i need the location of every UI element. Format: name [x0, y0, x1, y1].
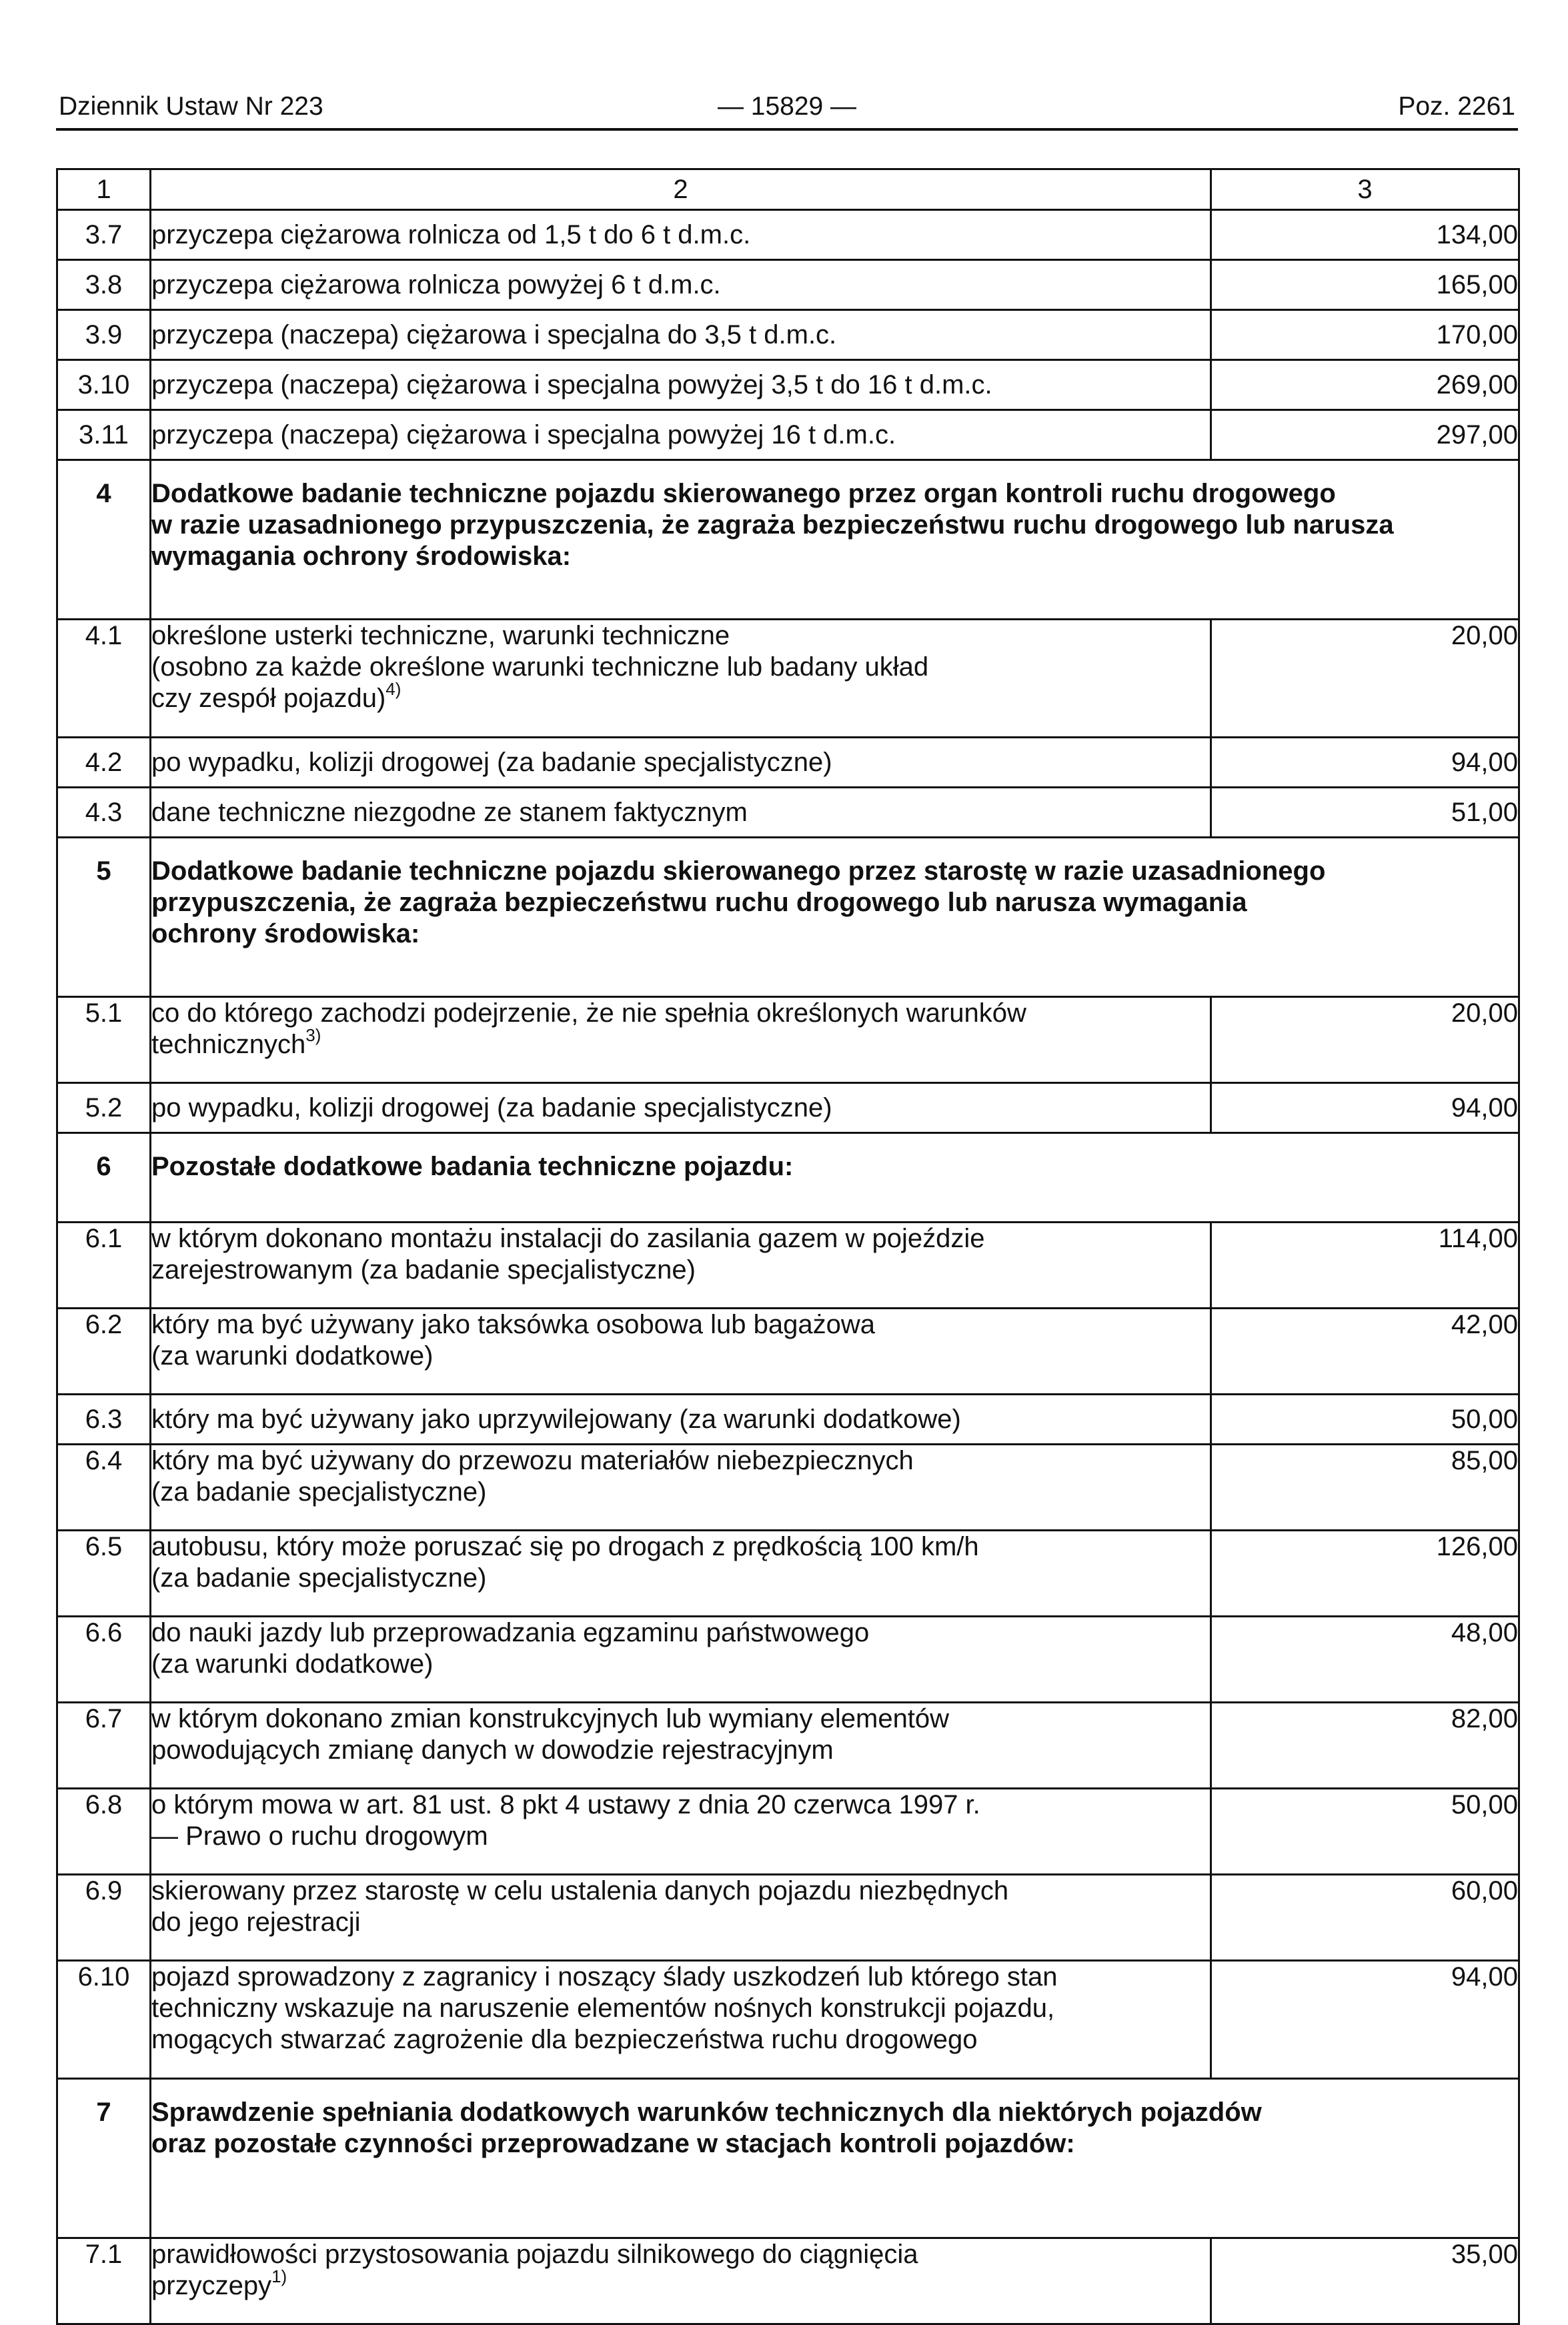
item-description-text: mogących stwarzać zagrożenie dla bezpieczeństwa ruchu drogowego: [151, 2025, 978, 2054]
item-number: 6.9: [57, 1875, 151, 1961]
item-number: 5.2: [57, 1083, 151, 1133]
footnote-marker: 3): [305, 1024, 321, 1045]
item-number: 7.1: [57, 2238, 151, 2324]
fee-amount: 42,00: [1211, 1309, 1519, 1395]
item-description-line: [151, 219, 1210, 251]
item-description-line: [151, 1703, 1210, 1735]
item-number: 3.8: [57, 260, 151, 310]
section-number: 6: [57, 1133, 151, 1223]
table-row: [57, 738, 1519, 788]
item-description-text: (za badanie specjalistyczne): [151, 1477, 487, 1507]
item-description-text: przyczepa ciężarowa rolnicza powyżej 6 t d.m.c.: [151, 269, 721, 299]
item-description-line: [151, 1255, 1210, 1286]
item-description-text: określone usterki techniczne, warunki techniczne: [151, 621, 730, 650]
item-description: [151, 1395, 1211, 1445]
item-description-line: [151, 269, 1210, 301]
fee-amount: 85,00: [1211, 1445, 1519, 1531]
table-row: [57, 210, 1519, 260]
column-header: 1: [57, 169, 151, 210]
item-description: [151, 1083, 1211, 1133]
section-title-line: wymagania ochrony środowiska:: [151, 542, 572, 571]
item-description-line: [151, 1531, 1210, 1563]
table-row: [57, 788, 1519, 838]
item-description: [151, 1531, 1211, 1617]
item-description: [151, 1961, 1211, 2079]
section-title: [151, 2079, 1519, 2238]
fee-amount: 94,00: [1211, 1083, 1519, 1133]
table-row: [57, 620, 1519, 738]
fee-amount: 20,00: [1211, 620, 1519, 738]
item-description-text: — Prawo o ruchu drogowym: [151, 1821, 488, 1851]
table-row: [57, 1083, 1519, 1133]
table-row: [57, 1445, 1519, 1531]
item-number: 5.1: [57, 997, 151, 1083]
section-row: [57, 2079, 1519, 2238]
item-description-line: [151, 1563, 1210, 1594]
item-description-line: [151, 369, 1210, 401]
fee-amount: 82,00: [1211, 1703, 1519, 1789]
item-description: [151, 1223, 1211, 1309]
fee-amount: 94,00: [1211, 1961, 1519, 2079]
table-row: [57, 997, 1519, 1083]
item-description: [151, 788, 1211, 838]
item-description-text: technicznych: [151, 1030, 306, 1059]
table-header-row: [57, 169, 1519, 210]
item-description-text: pojazd sprowadzony z zagranicy i noszący ślady uszkodzeń lub którego stan: [151, 1962, 1058, 1992]
item-description: [151, 410, 1211, 460]
item-description-line: [151, 998, 1210, 1029]
item-description-line: [151, 1821, 1210, 1852]
item-description-text: po wypadku, kolizji drogowej (za badanie specjalistyczne): [151, 1092, 832, 1122]
item-description-text: przyczepy: [151, 2271, 272, 2300]
section-number: 7: [57, 2079, 151, 2238]
section-number: 5: [57, 838, 151, 997]
item-description-line: [151, 1617, 1210, 1649]
item-description-line: [151, 1223, 1210, 1255]
fee-amount: 50,00: [1211, 1395, 1519, 1445]
item-number: 3.10: [57, 360, 151, 410]
item-description-text: do nauki jazdy lub przeprowadzania egzaminu państwowego: [151, 1618, 870, 1647]
item-description: [151, 360, 1211, 410]
item-description-text: powodujących zmianę danych w dowodzie rejestracyjnym: [151, 1735, 834, 1765]
table-row: [57, 2238, 1519, 2324]
item-number: 3.7: [57, 210, 151, 260]
section-row: [57, 838, 1519, 997]
fee-amount: 60,00: [1211, 1875, 1519, 1961]
table-row: [57, 1395, 1519, 1445]
fee-amount: 297,00: [1211, 410, 1519, 460]
item-number: 6.5: [57, 1531, 151, 1617]
item-description-text: który ma być używany jako taksówka osobowa lub bagażowa: [151, 1310, 875, 1339]
item-description: [151, 1617, 1211, 1703]
item-description-text: czy zespół pojazdu): [151, 684, 386, 713]
section-title: [151, 460, 1519, 620]
fee-table: [56, 168, 1520, 2325]
fee-amount: 51,00: [1211, 788, 1519, 838]
item-description-line: [151, 1341, 1210, 1372]
fee-amount: 126,00: [1211, 1531, 1519, 1617]
item-description-line: [151, 1024, 1210, 1060]
item-description: [151, 1789, 1211, 1875]
item-description-line: [151, 319, 1210, 351]
fee-amount: 269,00: [1211, 360, 1519, 410]
section-title-line: Dodatkowe badanie techniczne pojazdu skierowanego przez organ kontroli ruchu drogowego: [151, 479, 1336, 508]
item-description-line: [151, 1445, 1210, 1477]
table-row: [57, 1309, 1519, 1395]
table-row: [57, 1789, 1519, 1875]
section-title: [151, 838, 1519, 997]
fee-amount: 50,00: [1211, 1789, 1519, 1875]
item-description-text: skierowany przez starostę w celu ustalenia danych pojazdu niezbędnych: [151, 1876, 1009, 1905]
item-description-text: który ma być używany do przewozu materiałów niebezpiecznych: [151, 1446, 914, 1475]
item-description: [151, 620, 1211, 738]
fee-amount: 134,00: [1211, 210, 1519, 260]
position-number: Poz. 2261: [1398, 92, 1515, 121]
section-row: [57, 460, 1519, 620]
column-header: 3: [1211, 169, 1519, 210]
item-description: [151, 260, 1211, 310]
item-description-text: po wypadku, kolizji drogowej (za badanie specjalistyczne): [151, 747, 832, 777]
item-description-text: (za badanie specjalistyczne): [151, 1563, 487, 1593]
item-description-line: [151, 1477, 1210, 1508]
item-number: 6.4: [57, 1445, 151, 1531]
item-description-line: [151, 2024, 1210, 2056]
item-description: [151, 1875, 1211, 1961]
item-description-line: [151, 678, 1210, 714]
item-description-line: [151, 1993, 1210, 2024]
item-description-line: [151, 1735, 1210, 1766]
fee-table-body: [57, 169, 1519, 2324]
table-row: [57, 1531, 1519, 1617]
item-description-text: przyczepa (naczepa) ciężarowa i specjalna powyżej 16 t d.m.c.: [151, 420, 896, 450]
item-description-line: [151, 1962, 1210, 1993]
footnote-marker: 1): [271, 2266, 287, 2286]
item-description-line: [151, 1309, 1210, 1341]
item-description: [151, 1309, 1211, 1395]
item-number: 4.2: [57, 738, 151, 788]
item-description-line: [151, 747, 1210, 778]
section-row: [57, 1133, 1519, 1223]
fee-amount: 35,00: [1211, 2238, 1519, 2324]
item-number: 6.2: [57, 1309, 151, 1395]
item-description-text: o którym mowa w art. 81 ust. 8 pkt 4 ustawy z dnia 20 czerwca 1997 r.: [151, 1790, 980, 1819]
item-description-text: przyczepa ciężarowa rolnicza od 1,5 t do 6 t d.m.c.: [151, 219, 751, 249]
item-number: 6.3: [57, 1395, 151, 1445]
item-description-text: prawidłowości przystosowania pojazdu silnikowego do ciągnięcia: [151, 2240, 918, 2269]
section-title-line: oraz pozostałe czynności przeprowadzane w stacjach kontroli pojazdów:: [151, 2129, 1075, 2158]
item-description-line: [151, 652, 1210, 683]
footnote-marker: 4): [385, 678, 402, 699]
item-description-text: co do którego zachodzi podejrzenie, że nie spełnia określonych warunków: [151, 998, 1026, 1028]
table-row: [57, 410, 1519, 460]
item-description-text: dane techniczne niezgodne ze stanem faktycznym: [151, 797, 748, 827]
item-description-text: w którym dokonano montażu instalacji do zasilania gazem w pojeździe: [151, 1224, 985, 1253]
item-number: 6.8: [57, 1789, 151, 1875]
table-row: [57, 1875, 1519, 1961]
fee-amount: 20,00: [1211, 997, 1519, 1083]
column-header: 2: [151, 169, 1211, 210]
item-number: 4.3: [57, 788, 151, 838]
item-description-text: w którym dokonano zmian konstrukcyjnych lub wymiany elementów: [151, 1704, 950, 1733]
item-description-text: (za warunki dodatkowe): [151, 1341, 434, 1371]
item-description-line: [151, 1789, 1210, 1821]
table-row: [57, 1703, 1519, 1789]
item-number: 3.9: [57, 310, 151, 360]
item-description-line: [151, 1404, 1210, 1435]
page-number: — 15829 —: [717, 92, 857, 121]
fee-amount: 165,00: [1211, 260, 1519, 310]
journal-title: Dziennik Ustaw Nr 223: [59, 92, 323, 121]
table-row: [57, 1223, 1519, 1309]
item-number: 6.1: [57, 1223, 151, 1309]
item-description-text: zarejestrowanym (za badanie specjalistyczne): [151, 1255, 696, 1285]
item-description-text: techniczny wskazuje na naruszenie elementów nośnych konstrukcji pojazdu,: [151, 1994, 1055, 2023]
section-title: [151, 1133, 1519, 1223]
item-description-line: [151, 2266, 1210, 2302]
item-description: [151, 2238, 1211, 2324]
item-description-line: [151, 1092, 1210, 1124]
item-description-line: [151, 1875, 1210, 1907]
item-description-line: [151, 420, 1210, 451]
item-description-text: który ma być używany jako uprzywilejowany (za warunki dodatkowe): [151, 1404, 961, 1434]
item-number: 6.6: [57, 1617, 151, 1703]
table-row: [57, 310, 1519, 360]
item-description-text: (osobno za każde określone warunki techniczne lub badany układ: [151, 652, 929, 682]
item-number: 6.10: [57, 1961, 151, 2079]
item-description-line: [151, 1907, 1210, 1938]
item-number: 3.11: [57, 410, 151, 460]
fee-amount: 170,00: [1211, 310, 1519, 360]
item-description: [151, 997, 1211, 1083]
section-title-line: ochrony środowiska:: [151, 919, 420, 948]
item-description-line: [151, 2239, 1210, 2270]
item-description: [151, 1445, 1211, 1531]
item-description-text: przyczepa (naczepa) ciężarowa i specjalna powyżej 3,5 t do 16 t d.m.c.: [151, 369, 992, 400]
item-description-line: [151, 1649, 1210, 1680]
item-number: 4.1: [57, 620, 151, 738]
item-description: [151, 210, 1211, 260]
section-title-line: Sprawdzenie spełniania dodatkowych warunków technicznych dla niektórych pojazdów: [151, 2098, 1262, 2127]
item-number: 6.7: [57, 1703, 151, 1789]
item-description: [151, 738, 1211, 788]
item-description-text: do jego rejestracji: [151, 1907, 361, 1937]
item-description: [151, 1703, 1211, 1789]
section-title-line: w razie uzasadnionego przypuszczenia, że zagraża bezpieczeństwu ruchu drogowego lub narusza: [151, 510, 1394, 540]
section-title-line: Dodatkowe badanie techniczne pojazdu skierowanego przez starostę w razie uzasadnionego: [151, 856, 1326, 886]
table-row: [57, 1617, 1519, 1703]
section-title-line: Pozostałe dodatkowe badania techniczne pojazdu:: [151, 1152, 794, 1181]
item-description-line: [151, 620, 1210, 652]
table-row: [57, 1961, 1519, 2079]
fee-amount: 114,00: [1211, 1223, 1519, 1309]
section-title-line: przypuszczenia, że zagraża bezpieczeństwu ruchu drogowego lub narusza wymagania: [151, 888, 1247, 917]
section-number: 4: [57, 460, 151, 620]
fee-amount: 48,00: [1211, 1617, 1519, 1703]
table-row: [57, 260, 1519, 310]
fee-amount: 94,00: [1211, 738, 1519, 788]
item-description: [151, 310, 1211, 360]
item-description-text: autobusu, który może poruszać się po drogach z prędkością 100 km/h: [151, 1532, 979, 1561]
item-description-text: (za warunki dodatkowe): [151, 1649, 434, 1679]
page-header: [56, 85, 1518, 131]
table-row: [57, 360, 1519, 410]
item-description-line: [151, 797, 1210, 828]
item-description-text: przyczepa (naczepa) ciężarowa i specjalna do 3,5 t d.m.c.: [151, 319, 837, 349]
